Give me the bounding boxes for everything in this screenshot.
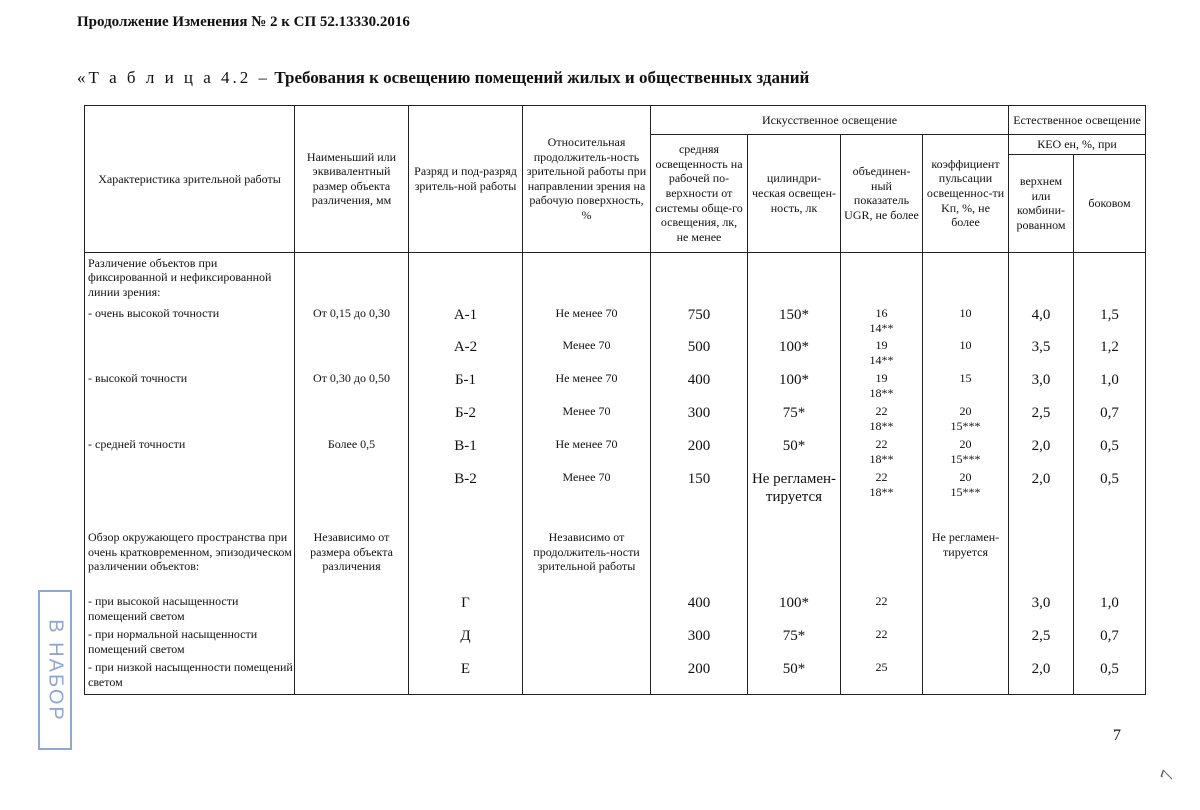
col-min-size: Наименьший или эквивалентный размер объекта различения, мм	[295, 106, 409, 253]
document-header: Продолжение Изменения № 2 к СП 52.13330.2016	[77, 14, 410, 30]
table-row: В-2 Менее 70 150 Не регламен-тируется 22 18** 20 15*** 2,0 0,5	[85, 470, 1146, 530]
table-head	[85, 106, 1146, 253]
table-title-lead: «Т а б л и ц а 4.2 –	[77, 68, 271, 87]
col-keo-side: боковом	[1074, 154, 1146, 252]
table-row: - при низкой насыщенности помещений светом Е 200 50* 25 2,0 0,5	[85, 660, 1146, 694]
col-pulsation: коэффициент пульсации освещеннос-ти Kп, %, не более	[923, 135, 1009, 253]
table-title-text: Требования к освещению помещений жилых и общественных зданий	[274, 68, 810, 87]
section-label-precision: Различение объектов при фиксированной и нефиксированной линии зрения:	[85, 252, 295, 306]
table-row: - средней точности Более 0,5 В-1 Не менее 70 200 50* 22 18** 20 15*** 2,0 0,5	[85, 437, 1146, 470]
col-keo: КЕО eн, %, при	[1009, 135, 1146, 155]
col-keo-top: верхнем или комбини-рованном	[1009, 154, 1074, 252]
table-title	[77, 68, 809, 88]
table-row: Обзор окружающего пространства при очень кратковременном, эпизодическом различении объектов: Независимо от размера объекта различения Независимо от продолжитель-ности зрительной работы Не регламен-тируется	[85, 530, 1146, 594]
col-duration: Относительная продолжитель-ность зрительной работы при направлении зрения на рабочую поверхность, %	[523, 106, 651, 253]
col-natural: Естественное освещение	[1009, 106, 1146, 135]
handwritten-mark: 7	[1156, 767, 1178, 783]
col-cylindrical: цилиндри-ческая освещен-ность, лк	[748, 135, 841, 253]
col-category: Разряд и под-разряд зритель-ной работы	[409, 106, 523, 253]
page-number: 7	[1113, 727, 1121, 744]
table-row: - при нормальной насыщенности помещений светом Д 300 75* 22 2,5 0,7	[85, 627, 1146, 660]
table-body	[85, 252, 1146, 694]
table-row: - очень высокой точности От 0,15 до 0,30 А-1 Не менее 70 750 150* 16 14** 10 4,0 1,5	[85, 306, 1146, 338]
stamp-text: В НАБОР	[44, 618, 67, 722]
col-artificial: Искусственное освещение	[651, 106, 1009, 135]
table-row: - высокой точности От 0,30 до 0,50 Б-1 Не менее 70 400 100* 19 18** 15 3,0 1,0	[85, 371, 1146, 404]
col-illuminance: средняя освещенность на рабочей по-верхности от системы обще-го освещения, лк, не менее	[651, 135, 748, 253]
lighting-requirements-table	[84, 105, 1146, 695]
col-ugr: объединен-ный показатель UGR, не более	[841, 135, 923, 253]
col-characteristic: Характеристика зрительной работы	[85, 106, 295, 253]
table-row: - при высокой насыщенности помещений светом Г 400 100* 22 3,0 1,0	[85, 594, 1146, 627]
table-row: А-2 Менее 70 500 100* 19 14** 10 3,5 1,2	[85, 338, 1146, 371]
section-label-overview: Обзор окружающего пространства при очень кратковременном, эпизодическом различении объектов:	[85, 530, 295, 594]
set-stamp	[38, 590, 72, 750]
table-row: Б-2 Менее 70 300 75* 22 18** 20 15*** 2,5 0,7	[85, 404, 1146, 437]
